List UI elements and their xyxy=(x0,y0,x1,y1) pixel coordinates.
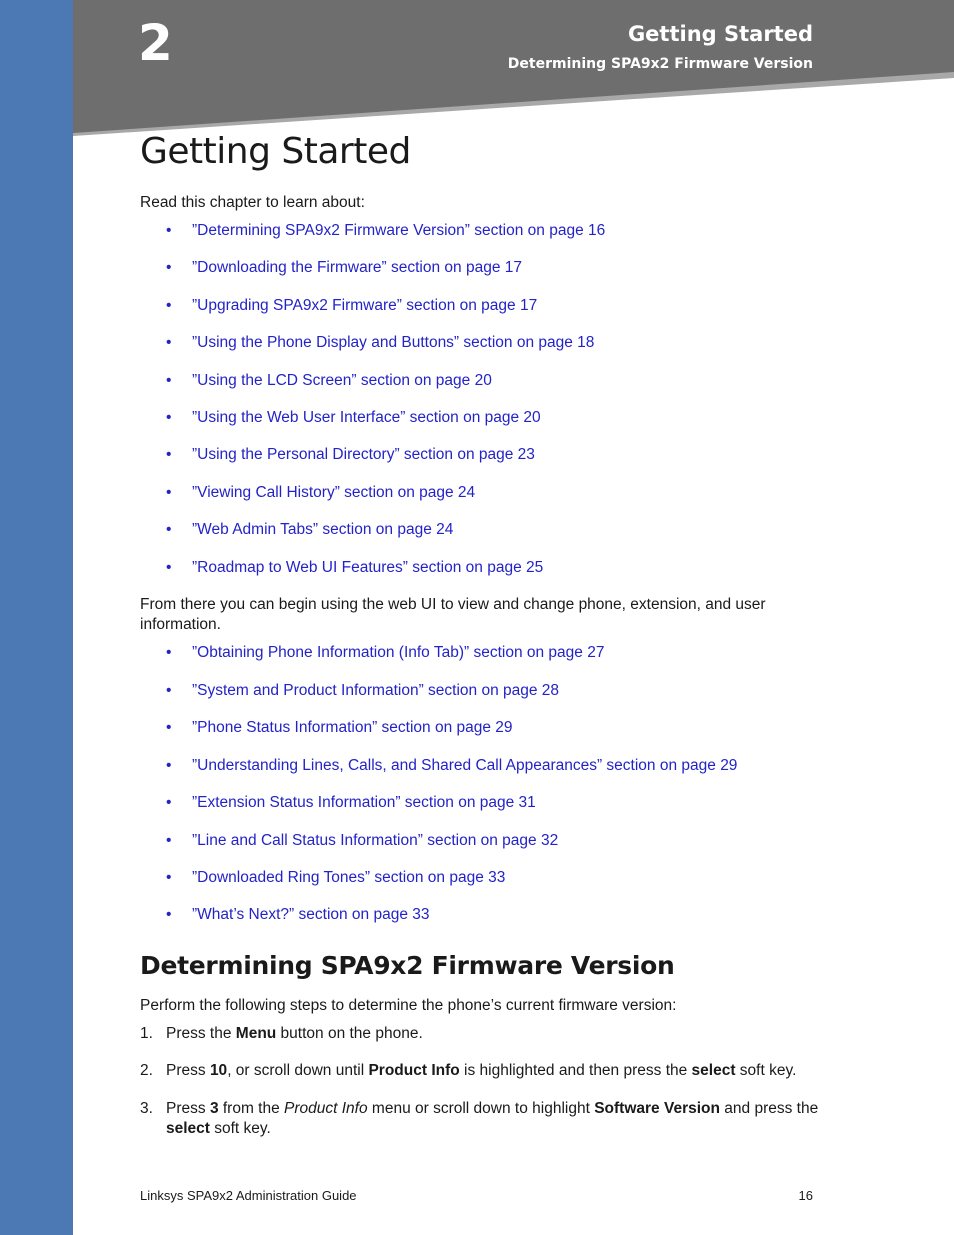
step-number: 1. xyxy=(140,1025,153,1042)
step-number: 3. xyxy=(140,1100,153,1117)
cross-reference-link[interactable]: ”Roadmap to Web UI Features” section on page 25 xyxy=(192,559,544,576)
cross-reference-link[interactable]: ”Downloading the Firmware” section on page 17 xyxy=(192,259,522,276)
footer-page-number: 16 xyxy=(798,1188,813,1203)
cross-reference-link[interactable]: ”Using the Phone Display and Buttons” section on page 18 xyxy=(192,334,595,351)
web-ui-paragraph: From there you can begin using the web UI to view and change phone, extension, and user information. xyxy=(140,596,766,633)
left-accent-bar xyxy=(0,0,73,1235)
cross-reference-link[interactable]: ”System and Product Information” section on page 28 xyxy=(192,682,560,699)
cross-reference-link[interactable]: ”Obtaining Phone Information (Info Tab)” section on page 27 xyxy=(192,644,605,661)
step-number: 2. xyxy=(140,1062,153,1079)
cross-reference-link[interactable]: ”Using the Personal Directory” section on page 23 xyxy=(192,446,535,463)
cross-reference-link[interactable]: ”Extension Status Information” section on page 31 xyxy=(192,794,536,811)
header-chapter-title: Getting Started xyxy=(627,22,813,46)
cross-reference-link[interactable]: ”Using the LCD Screen” section on page 20 xyxy=(192,372,492,389)
cross-reference-link[interactable]: ”Using the Web User Interface” section on page 20 xyxy=(192,409,541,426)
cross-reference-link[interactable]: ”Upgrading SPA9x2 Firmware” section on page 17 xyxy=(192,297,538,314)
menu-button-label: Menu xyxy=(235,1025,277,1042)
cross-reference-link[interactable]: ”What’s Next?” section on page 33 xyxy=(192,906,430,923)
cross-reference-link[interactable]: ”Determining SPA9x2 Firmware Version” section on page 16 xyxy=(192,222,606,239)
cross-reference-link[interactable]: ”Web Admin Tabs” section on page 24 xyxy=(192,521,454,538)
footer-guide-title: Linksys SPA9x2 Administration Guide xyxy=(140,1188,357,1203)
intro-text: Read this chapter to learn about: xyxy=(140,194,365,211)
cross-reference-link[interactable]: ”Viewing Call History” section on page 24 xyxy=(192,484,476,501)
chapter-number: 2 xyxy=(138,14,173,72)
header-section-title: Determining SPA9x2 Firmware Version xyxy=(507,56,813,72)
section-heading: Determining SPA9x2 Firmware Version xyxy=(140,951,675,980)
cross-reference-link[interactable]: ”Line and Call Status Information” section on page 32 xyxy=(192,832,559,849)
cross-reference-link[interactable]: ”Downloaded Ring Tones” section on page 33 xyxy=(192,869,506,886)
cross-reference-link[interactable]: ”Understanding Lines, Calls, and Shared Call Appearances” section on page 29 xyxy=(192,757,738,774)
page-title: Getting Started xyxy=(140,131,411,172)
cross-reference-link[interactable]: ”Phone Status Information” section on page 29 xyxy=(192,719,513,736)
section-intro-text: Perform the following steps to determine the phone’s current firmware version: xyxy=(140,997,677,1014)
